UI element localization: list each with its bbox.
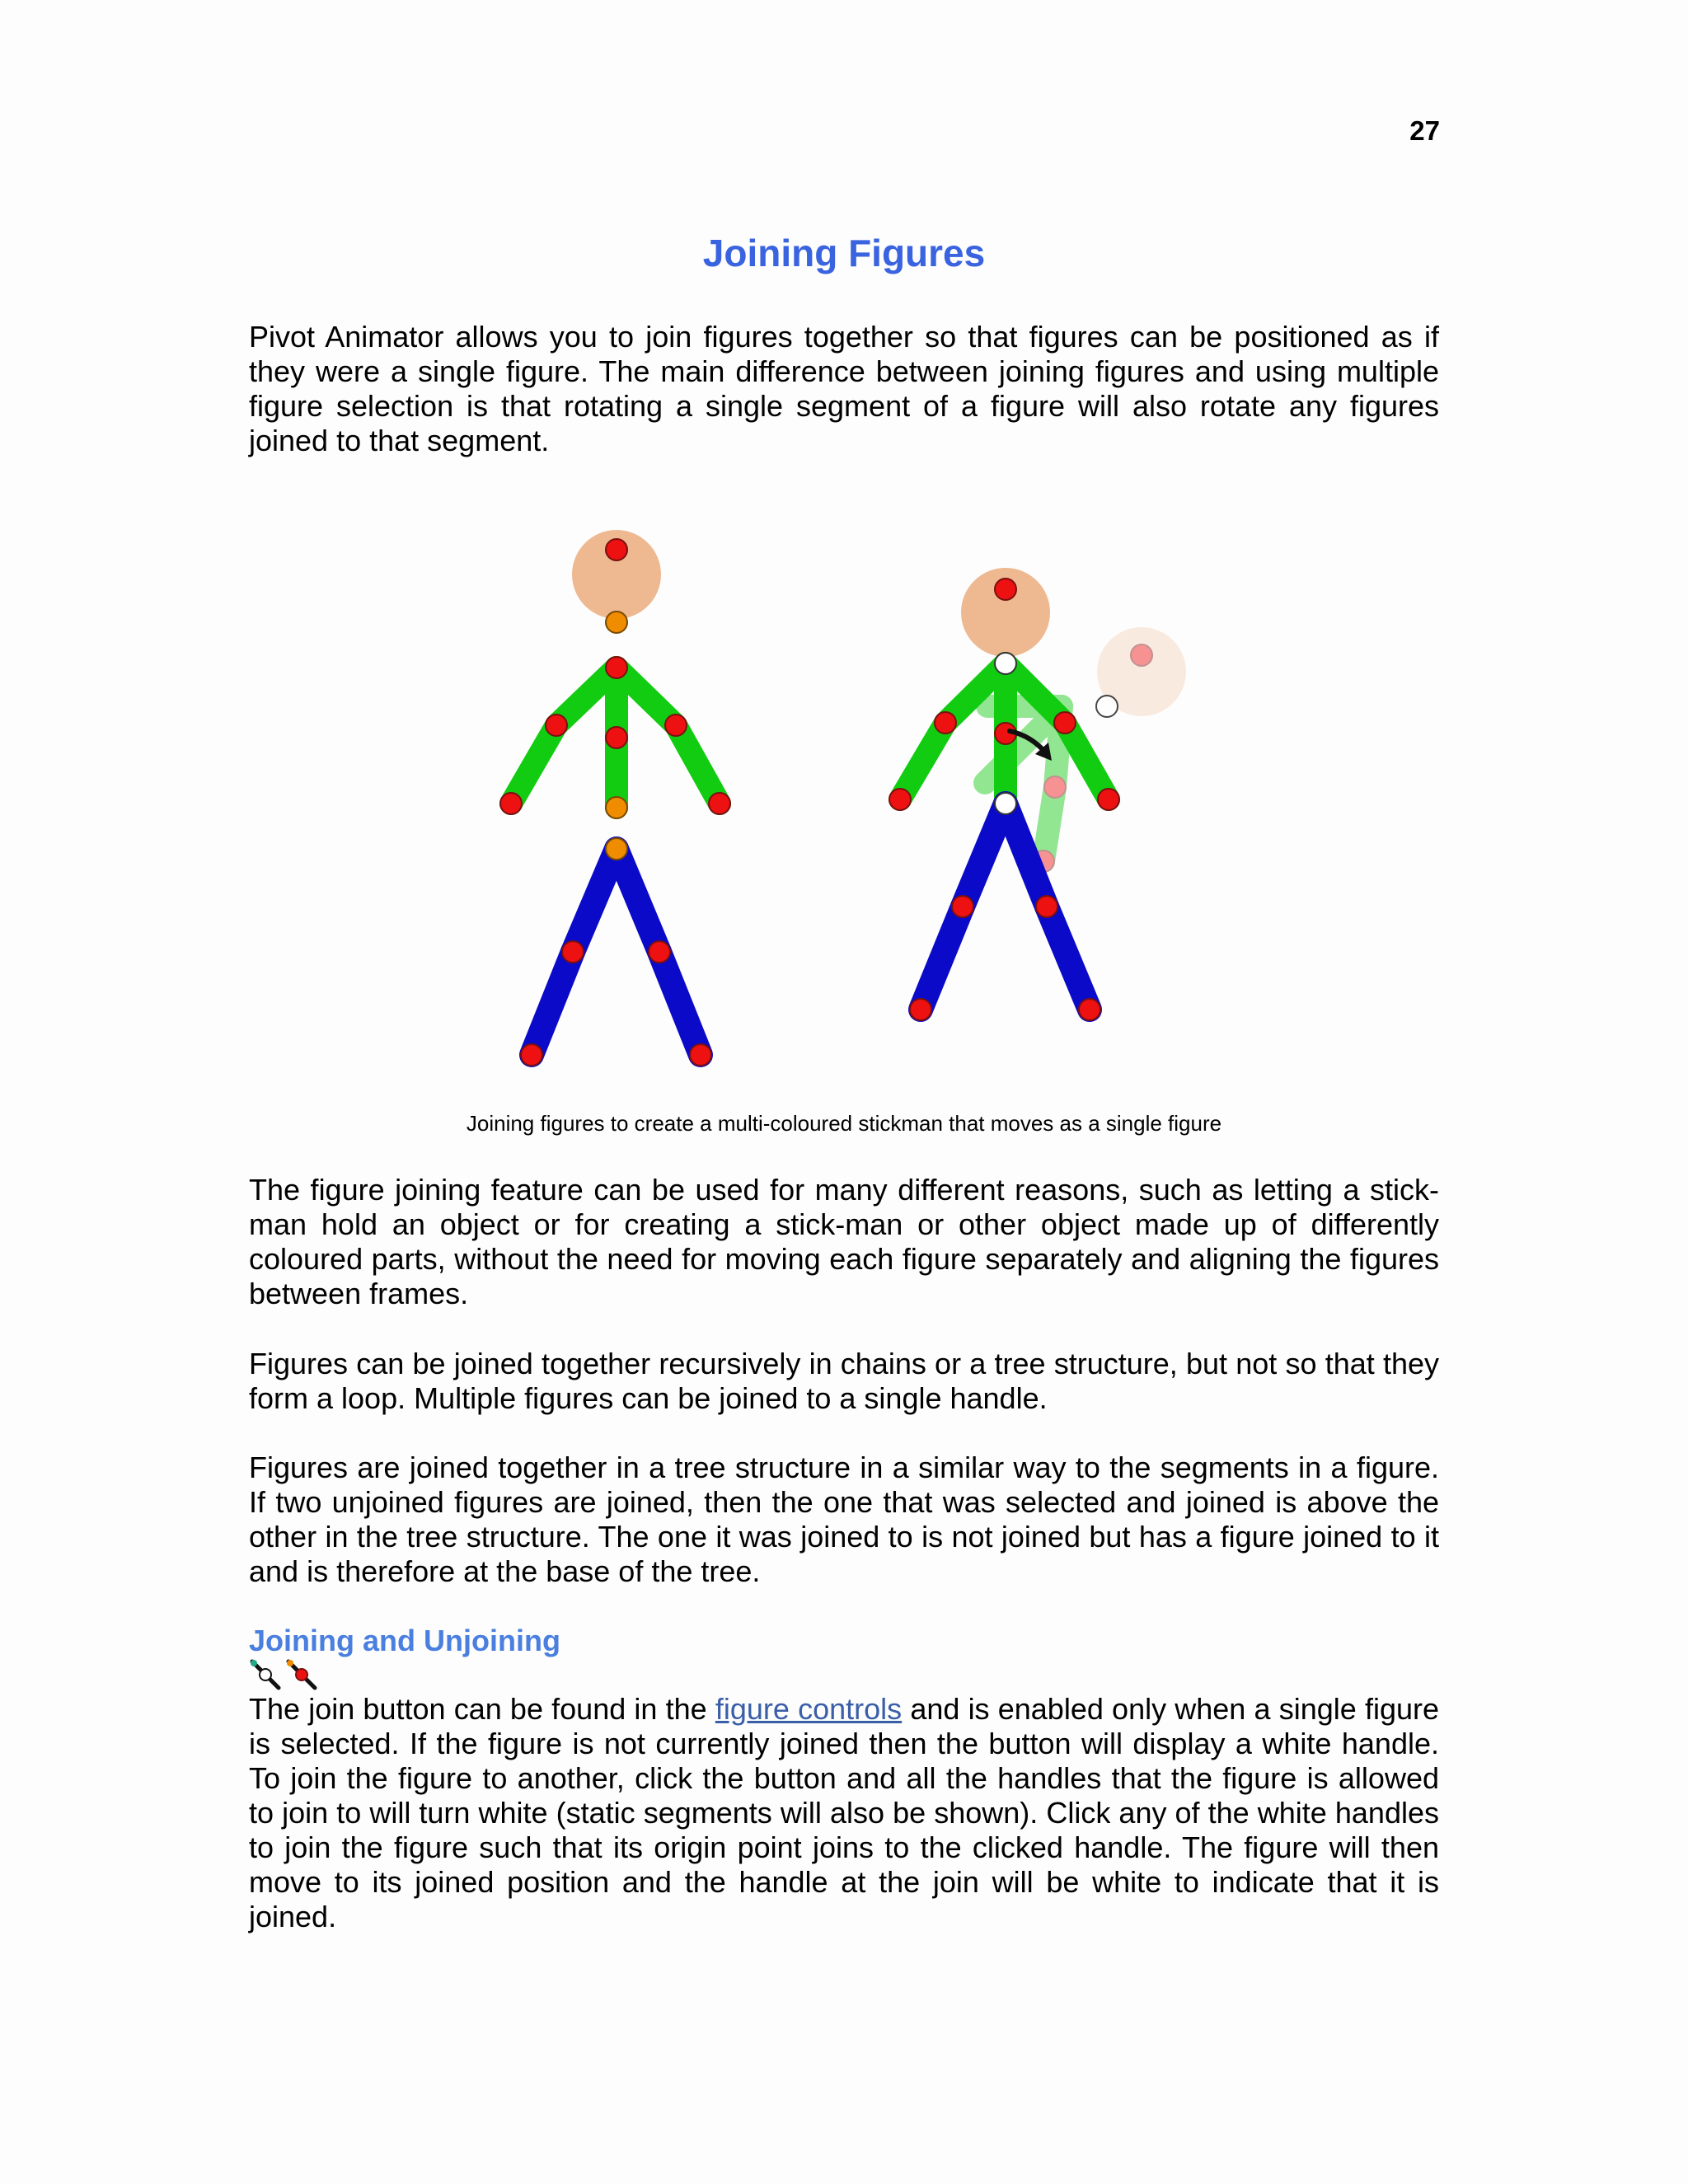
join-button-icons xyxy=(249,1658,320,1691)
section-heading: Joining and Unjoining xyxy=(249,1624,560,1657)
join-red-icon xyxy=(287,1660,315,1688)
page-number: 27 xyxy=(1409,115,1440,146)
paragraph-2: Figures can be joined together recursively in chains or a tree structure, but not so that they form a loop. Multiple figures can be joined to a single handle. xyxy=(249,1347,1439,1415)
intro-paragraph: Pivot Animator allows you to join figures together so that figures can be positioned as if they were a single figure. The main difference between joining figures and using multiple figure selection is that rotating a single segment of a figure will also rotate any figures joined to that segment. xyxy=(249,320,1439,457)
figure-controls-link[interactable]: figure controls xyxy=(715,1692,903,1726)
blue-legs-figure xyxy=(921,804,1090,1010)
blue-legs-figure xyxy=(532,849,701,1055)
figure-caption: Joining figures to create a multi-coloured stickman that moves as a single figure xyxy=(466,1111,1222,1136)
join-description xyxy=(249,1692,1439,1934)
join-white-icon xyxy=(251,1660,279,1688)
join-text-end: and is enabled only when a single figure is selected. If the figure is not currently joined then the button will display a white handle. To join the figure to another, click the button and all the handles that the figure is allowed to join to will turn white (static segments will also be shown). Click any of the white handles to join the figure such that its origin point joins to the clicked handle. The figure will then move to its joined position and the handle at the join will be white to indicate that it is joined. xyxy=(249,1692,1440,1933)
page-title: Joining Figures xyxy=(702,232,986,274)
join-text-start: The join button can be found in the xyxy=(249,1692,715,1726)
paragraph-3: Figures are joined together in a tree structure in a similar way to the segments in a figure. If two unjoined figures are joined, then the one that was selected and joined is above the other in the tree structure. The one it was joined to is not joined but has a figure joined to it and is therefore at the base of the tree. xyxy=(249,1451,1439,1588)
right-stickman xyxy=(889,568,1186,1020)
stickman-diagram xyxy=(478,515,1220,1076)
joined-figures-illustration xyxy=(478,515,1220,1076)
paragraph-1: The figure joining feature can be used for many different reasons, such as letting a stick-man hold an object or for creating a stick-man or other object made up of differently coloured parts, without the need for moving each figure separately and aligning the figures between frames. xyxy=(249,1173,1439,1310)
left-stickman xyxy=(500,530,730,1066)
